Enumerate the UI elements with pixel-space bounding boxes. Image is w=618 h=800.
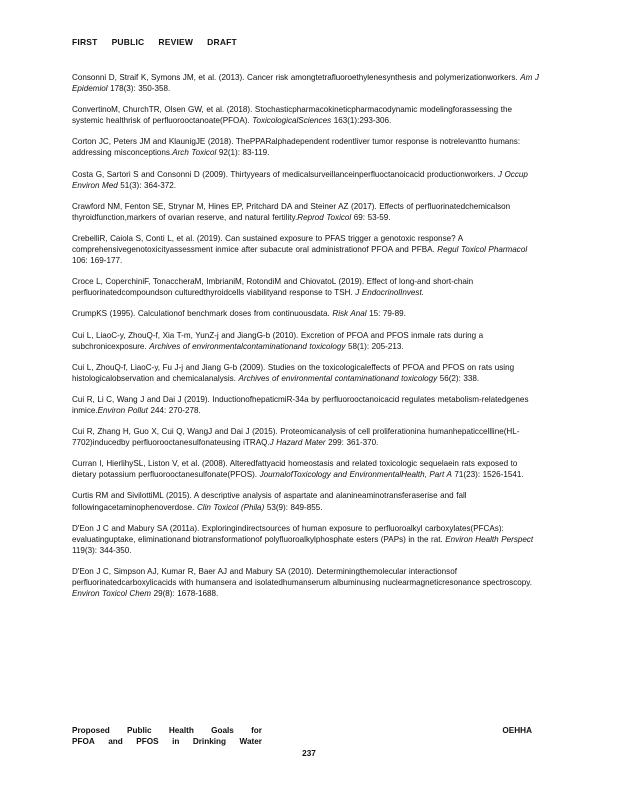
- reference-entry: Crawford NM, Fenton SE, Strynar M, Hines EP, Pritchard DA and Steiner AZ (2017). Effects of perfluorinatedchemicalson thyroidfunction,markers of ovarian reserve, and natural fertility.Reprod Toxicol 69: 53-59.: [72, 201, 511, 222]
- reference-entry: Costa G, Sartori S and Consonni D (2009). Thirtyyears of medicalsurveillanceinperfluoctanoicacid productionworkers. J Occup Environ Med 51(3): 364-372.: [72, 169, 528, 190]
- reference-entry: D'Eon J C and Mabury SA (2011a). Exploringindirectsources of human exposure to perfluoroalkyl carboxylates(PFCAs): evaluatinguptake, eliminationand biotransformationof polyfluoroalkylphosphate esters (PAPs) in the rat. Environ Health Perspect 119(3): 344-350.: [72, 523, 534, 555]
- page-number: 237: [302, 749, 316, 758]
- reference-entry: Consonni D, Straif K, Symons JM, et al. (2013). Cancer risk amongtetrafluoroethylenesynthesis and polymerizationworkers. Am J Epidemiol 178(3): 350-358.: [72, 73, 539, 94]
- reference-entry: CrebelliR, Caiola S, Conti L, et al. (2019). Can sustained exposure to PFAS trigger a genotoxic response? A comprehensivegenotoxicityassessment inmice after subacute oral administrationof PFOA and PFBA. Regul Toxicol Pharmacol 106: 169-177.: [72, 233, 528, 266]
- reference-entry: CrumpKS (1995). Calculationof benchmark doses from continuousdata. Risk Anal 15: 79-89.: [72, 309, 406, 319]
- reference-entry: Cui R, Li C, Wang J and Dai J (2019). InductionofhepaticmiR-34a by perfluorooctanoicacid regulates metabolism-relatedgenes inmice.Environ Pollut 244: 270-278.: [72, 394, 529, 415]
- footer-title-line-2: PFOA and PFOS in Drinking Water: [72, 737, 262, 746]
- header-word: FIRST: [72, 37, 98, 47]
- reference-entry: Croce L, CoperchiniF, TonaccheraM, ImbrianiM, RotondiM and ChiovatoL (2019). Effect of long-and short-chain perfluorinatedcompoundson culturedthyroidcells viabilityand response to TSH. J EndocrinolInvest.: [72, 277, 474, 298]
- reference-entry: Curran I, HierlihySL, Liston V, et al. (2008). Alteredfattyacid homeostasis and related toxicologic sequelaein rats exposed to dietary potassium perfluorooctanesulfonate(PFOS). JournalofToxicology and EnvironmentalHealth, Part A 71(23): 1526-1541.: [72, 459, 524, 480]
- reference-entry: Cui L, ZhouQ-f, LiaoC-y, Fu J-j and Jiang G-b (2009). Studies on the toxicologicaleffects of PFOA and PFOS on rats using histologicalobservation and chemicalanalysis. Archives of environmental contaminationand toxicology 56(2): 338.: [72, 362, 515, 383]
- reference-list: [72, 72, 544, 609]
- footer-agency: OEHHA: [502, 726, 532, 735]
- reference-entry: Cui R, Zhang H, Guo X, Cui Q, WangJ and Dai J (2015). Proteomicanalysis of cell proliferationina humanhepaticcellline(HL-7702)inducedby perfluorooctanesulfonateusing iTRAQ.J Hazard Mater 299: 361-370.: [72, 427, 520, 448]
- draft-header: [72, 37, 237, 47]
- header-word: DRAFT: [207, 37, 237, 47]
- footer-title-line-1: Proposed Public Health Goals for: [72, 726, 262, 735]
- header-word: REVIEW: [158, 37, 194, 47]
- header-word: PUBLIC: [111, 37, 145, 47]
- reference-entry: D'Eon J C, Simpson AJ, Kumar R, Baer AJ and Mabury SA (2010). Determiningthemolecular interactionsof perfluorinatedcarboxylicacids with humansera and isolatedhumanserum albuminusing nuclearmagneticresonance spectroscopy. Environ Toxicol Chem 29(8): 1678-1688.: [72, 566, 532, 599]
- reference-entry: Curtis RM and SivilottiML (2015). A descriptive analysis of aspartate and alanineaminotransferaserise and fall followingacetaminophenoverdose. Clin Toxicol (Phila) 53(9): 849-855.: [72, 491, 467, 512]
- reference-entry: Cui L, LiaoC-y, ZhouQ-f, Xia T-m, YunZ-j and JiangG-b (2010). Excretion of PFOA and PFOS inmale rats during a subchronicexposure. Archives of environmentalcontaminationand toxicology 58(1): 205-213.: [72, 330, 484, 351]
- page-footer: [72, 725, 532, 747]
- reference-entry: ConvertinoM, ChurchTR, Olsen GW, et al. (2018). Stochasticpharmacokineticpharmacodynamic modelingforassessing the systemic healthrisk of perfluorooctanoate(PFOA). ToxicologicalSciences 163(1):293-306.: [72, 105, 512, 126]
- reference-entry: Corton JC, Peters JM and KlaunigJE (2018). ThePPARalphadependent rodentliver tumor response is notrelevantto humans: addressing misconceptions.Arch Toxicol 92(1): 83-119.: [72, 137, 521, 158]
